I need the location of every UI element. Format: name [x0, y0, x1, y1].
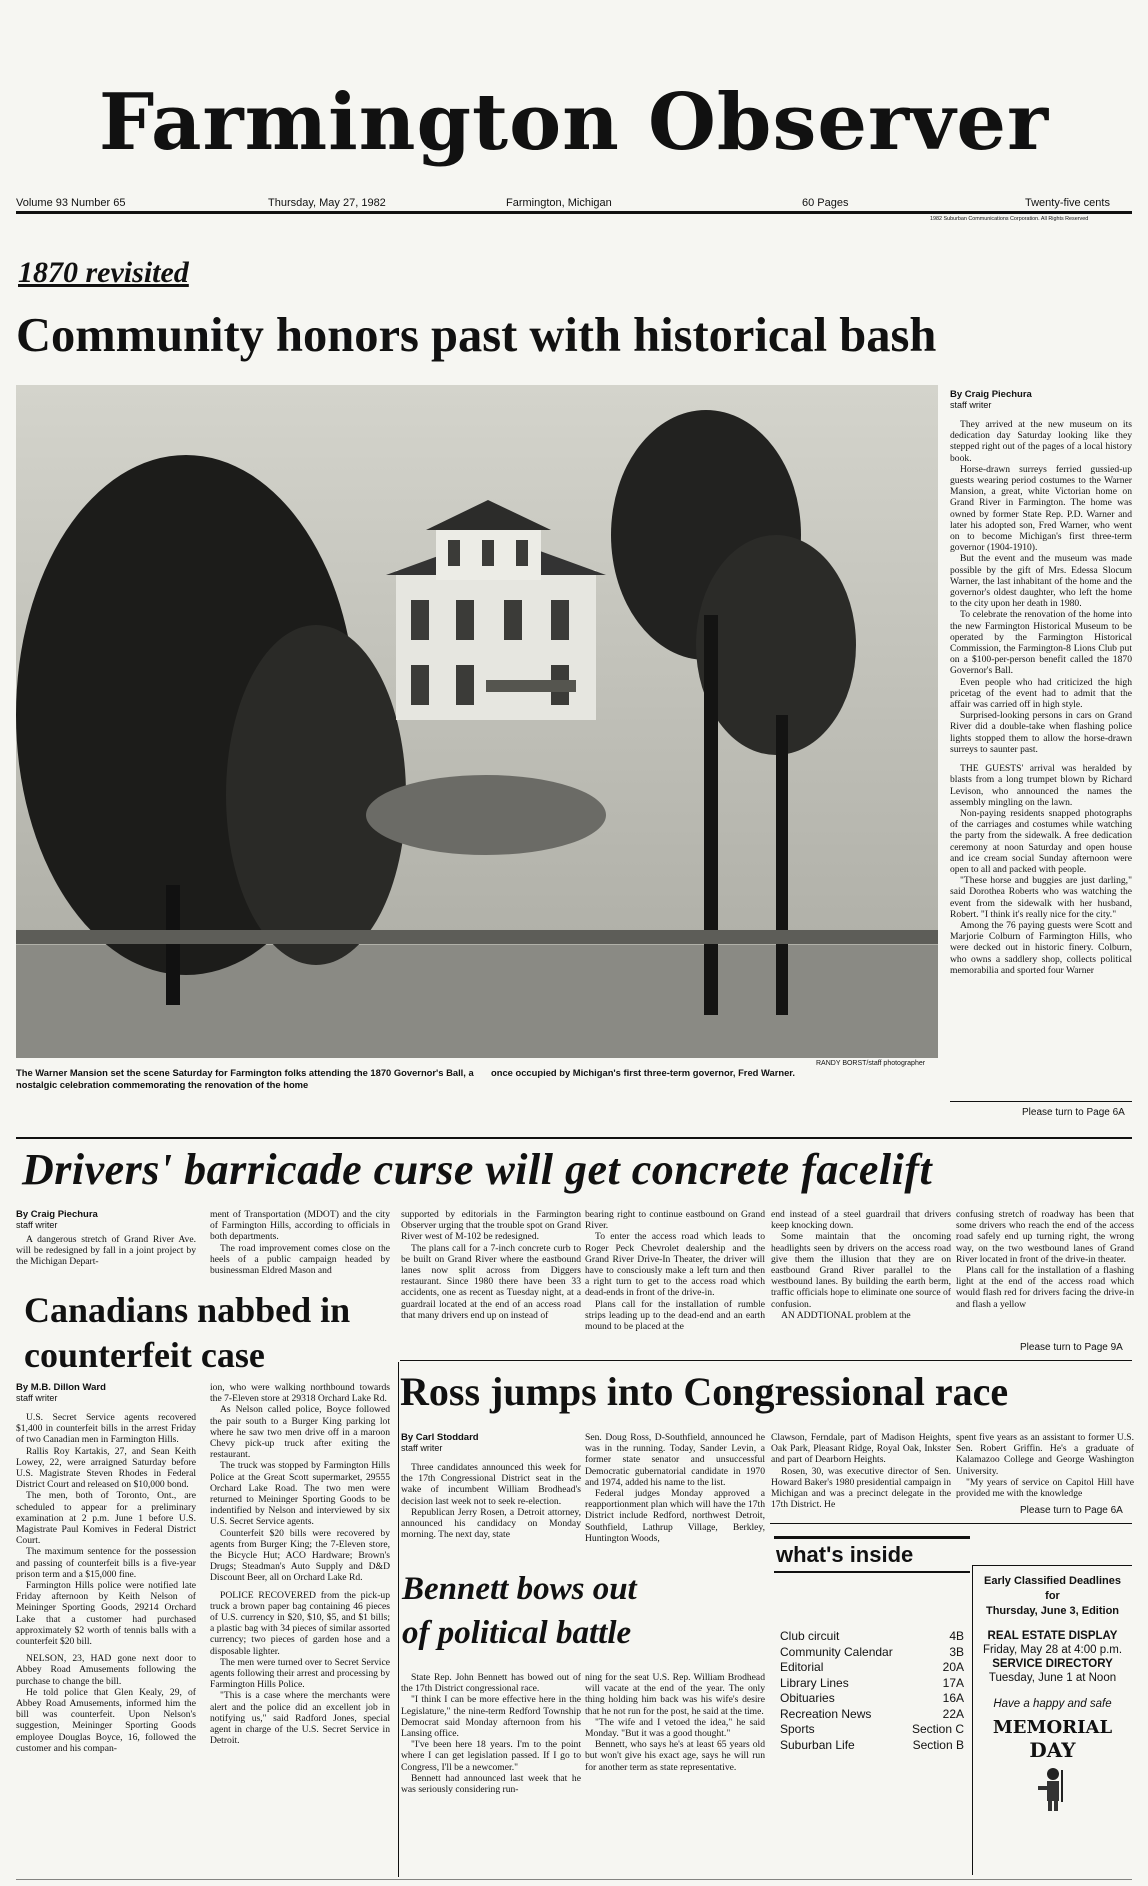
ross-paragraph: Sen. Doug Ross, D-Southfield, announced he was in the running. Today, Sander Levin, a former state senator and unsuccessful Democratic gubernatorial candidate in 1970 and 1974, added his name to the list. [585, 1432, 765, 1488]
copyright-notice: 1982 Suburban Communications Corporation. All Rights Reserved [930, 216, 1089, 222]
page-count: 60 Pages [802, 197, 849, 209]
ross-paragraph: Three candidates announced this week for the 17th Congressional District seat in the wake of incumbent William Brodhead's decision last week not to seek re-election. [401, 1462, 581, 1507]
drivers-column-6 [956, 1209, 1134, 1339]
drivers-paragraph: bearing right to continue eastbound on Grand River. [585, 1209, 765, 1232]
ross-paragraph: "My years of service on Capitol Hill have provided me with the knowledge [956, 1476, 1134, 1500]
whats-inside-box [774, 1536, 970, 1776]
drivers-paragraph: Some maintain that the oncoming headlights seen by drivers on the access road give them the illusion that they are on eastbound Grand River parallel to the westbound lanes. By building the earth berm, traffic officials hope to eliminate one source of confusion. [771, 1231, 951, 1310]
bennett-headline-1: Bennett bows out [402, 1571, 637, 1607]
kicker: 1870 revisited [18, 256, 189, 289]
toc-item[interactable] [780, 1645, 964, 1661]
drivers-byline: By Craig Piechura [16, 1209, 98, 1220]
lead-paragraph: Non-paying residents snapped photographs of the carriages and costumes while watching the party from the sidewalk. A free dedication ceremony at noon Saturday and open house and ice cream social Sunday afternoon were open to all and packed with people. [950, 807, 1132, 875]
soldier-illustration-icon [1018, 1764, 1088, 1812]
drivers-paragraph: Plans call for the installation of a flashing light at the end of the access road which would flash red for drivers facing the drive-in and flash a yellow [956, 1265, 1134, 1310]
toc-page: Section B [912, 1737, 964, 1752]
toc-label: Suburban Life [780, 1737, 855, 1752]
lead-paragraph: THE GUESTS' arrival was heralded by blasts from a long trumpet blown by Richard Levison, who announced the names the assembly mingling on the lawn. [950, 763, 1132, 808]
canadians-paragraph: ion, who were walking northbound towards the 7-Eleven store at 29318 Orchard Lake Rd. [210, 1382, 390, 1405]
canadians-paragraph: Farmington Hills police were notified late Friday afternoon by Keith Nelson of Meininger Sporting Goods, 29214 Orchard Lake that a customer had purchased approximately $2 worth of tennis balls with a counterfeit $20 bill. [16, 1580, 196, 1648]
canadians-paragraph: Rallis Roy Kartakis, 27, and Sean Keith Lowey, 22, were arraigned Saturday before U.S. Magistrate Steven Rhodes in Federal District Court and released on $10,000 bond. [16, 1445, 196, 1491]
whats-inside-list [774, 1629, 970, 1753]
drivers-paragraph: Plans call for the installation of rumble strips leading up to the dead-end and an earth mound to be placed at the [585, 1298, 765, 1333]
photo-caption-part1: The Warner Mansion set the scene Saturday for Farmington folks attending the 1870 Governor's Ball, a nostalgic celebration commemorating the renovation of the home [16, 1067, 474, 1090]
drivers-paragraph: supported by editorials in the Farmington Observer urging that the trouble spot on Grand River west of M-102 be redesigned. [401, 1209, 581, 1243]
lead-paragraph: Horse-drawn surreys ferried gussied-up guests wearing period costumes to the Warner Mansion, a great, white Victorian home on Grand River in Farmington. The home was owned by former State Rep. P.D. Warner and later his adopted son, Fred Warner, who went on to become Michigan's first three-term governor (1904-1910). [950, 463, 1132, 554]
ross-byline: By Carl Stoddard [401, 1432, 479, 1443]
whats-inside-title: what's inside [776, 1542, 914, 1567]
lead-end-rule [950, 1101, 1132, 1102]
canadians-paragraph: U.S. Secret Service agents recovered $1,400 in counterfeit bills in the arrest Friday of two Canadian men in Farmington Hills. [16, 1412, 196, 1446]
bennett-column-1 [401, 1672, 581, 1877]
masthead-rule [16, 211, 1132, 214]
ross-column-1 [401, 1432, 581, 1562]
toc-label: Library Lines [780, 1675, 849, 1690]
drivers-paragraph: To enter the access road which leads to Roger Peck Chevrolet dealership and the Grand River Drive-In Theater, the driver will have to consciously make a left turn and then a right turn to get to the access road which dead-ends in front of the drive-in. [585, 1231, 765, 1299]
bennett-column-2 [585, 1672, 765, 1877]
mansion-image [16, 385, 938, 1058]
drivers-headline: Drivers' barricade curse will get concrete facelift [22, 1145, 933, 1194]
lead-paragraph: They arrived at the new museum on its dedication day Saturday looking like they stepped right out of the pages of a local history book. [950, 419, 1132, 464]
toc-page: 20A [942, 1660, 964, 1674]
drivers-column-2 [210, 1209, 390, 1279]
lead-continuation: Please turn to Page 6A [1022, 1107, 1125, 1118]
toc-item[interactable] [780, 1676, 964, 1692]
canadians-column-1 [16, 1382, 196, 1877]
toc-item[interactable] [780, 1660, 964, 1676]
warner-mansion-photo [16, 385, 938, 1058]
lead-role: staff writer [950, 400, 992, 410]
drivers-column-1 [16, 1209, 196, 1268]
deadline-real-estate: REAL ESTATE DISPLAY [987, 1630, 1118, 1642]
toc-page: 4B [949, 1629, 964, 1643]
issue-date: Thursday, May 27, 1982 [268, 197, 386, 209]
drivers-paragraph: confusing stretch of roadway has been that some drivers who reach the end of the access road safely end up turning right, the wrong way, on the two westbound lanes of Grand River located in front of the drive-in theater. [956, 1209, 1134, 1265]
toc-item[interactable] [780, 1738, 964, 1754]
canadians-paragraph: The truck was stopped by Farmington Hills Police at the Great Scott supermarket, 29555 Orchard Lake Road. The two men were returned to Meininger Sporting Goods to be indentified by Nelson and interviewed by six U.S. Secret Service agents. [210, 1460, 390, 1528]
deadlines-box [972, 1565, 1132, 1875]
toc-item[interactable] [780, 1629, 964, 1645]
column-rule [398, 1362, 399, 1877]
toc-label: Community Calendar [780, 1644, 893, 1659]
drivers-end-rule [400, 1360, 1132, 1361]
drivers-paragraph: ment of Transportation (MDOT) and the city of Farmington Hills, according to officials in both departments. [210, 1209, 390, 1243]
lead-paragraph: "These horse and buggies are just darling," said Dorothea Roberts who was watching the event from the sidewalk with her husband, Robert. "I think it's really nice for the city." [950, 875, 1132, 920]
toc-label: Sports [780, 1722, 815, 1736]
canadians-role: staff writer [16, 1393, 58, 1403]
drivers-column-5 [771, 1209, 951, 1357]
lead-headline: Community honors past with historical bash [16, 309, 937, 362]
bennett-paragraph: Bennett had announced last week that he was seriously considering run- [401, 1772, 581, 1796]
canadians-paragraph: As Nelson called police, Boyce followed the pair south to a Burger King parking lot where he saw two men drive off in a maroon Chevy pick-up truck after exiting the restaurant. [210, 1404, 390, 1461]
canadians-paragraph: The men, both of Toronto, Ont., are scheduled to appear for a preliminary examination at 2 p.m. June 1 before U.S. Magistrate Paul Komives in Federal District Court. [16, 1490, 196, 1547]
canadians-paragraph: The men were turned over to Secret Service agents following their arrest and processing by Farmington Hills Police. [210, 1656, 390, 1691]
lead-paragraph: Surprised-looking persons in cars on Grand River did a double-take when flashing police lights stopped them to allow the horse-drawn surreys to saunter past. [950, 710, 1132, 755]
holiday-greeting: Have a happy and safe [993, 1698, 1112, 1710]
drivers-paragraph: end instead of a steel guardrail that drivers keep knocking down. [771, 1209, 951, 1232]
ross-headline: Ross jumps into Congressional race [400, 1369, 1009, 1414]
lead-byline: By Craig Piechura [950, 389, 1032, 400]
ross-column-3 [771, 1432, 951, 1532]
toc-label: Editorial [780, 1660, 824, 1674]
lead-paragraph: Among the 76 paying guests were Scott and Marjorie Colburn of Farmington Hills, who were decked out in historic finery. Colburn, who owns a saddlery shop, collects political memorabilia and sported four Warner [950, 919, 1132, 976]
ross-paragraph: spent five years as an assistant to former U.S. Sen. Robert Griffin. He's a graduate of Kalamazoo College and George Washington University. [956, 1432, 1134, 1477]
canadians-paragraph: The maximum sentence for the possession and passing of counterfeit bills is a five-year prison term and a $15,000 fine. [16, 1546, 196, 1580]
ross-column-4 [956, 1432, 1134, 1502]
day-word: DAY [1029, 1738, 1076, 1762]
canadians-byline: By M.B. Dillon Ward [16, 1382, 106, 1393]
bottom-rule [16, 1879, 1132, 1880]
photo-credit: RANDY BORST/staff photographer [816, 1060, 926, 1067]
drivers-paragraph: The plans call for a 7-inch concrete curb to be built on Grand River where the eastbound lanes now split across from Diggers restaurant. Since 1980 there have been 33 accidents, one as recent as Tuesday night, at a guardrail located at the end of an access road that many drivers end up on instead of [401, 1242, 581, 1321]
bennett-headline-2: of political battle [402, 1615, 632, 1651]
drivers-column-3 [401, 1209, 581, 1357]
memorial-day-logo [993, 1717, 1112, 1761]
volume-number: Volume 93 Number 65 [16, 197, 126, 209]
whats-inside-rule [774, 1571, 970, 1573]
drivers-paragraph: A dangerous stretch of Grand River Ave. will be redesigned by fall in a joint project by the Michigan Depart- [16, 1234, 196, 1268]
price: Twenty-five cents [1025, 197, 1110, 209]
ross-paragraph: Rosen, 30, was executive director of Sen. Howard Baker's 1980 presidential campaign in Michigan and was a precinct delegate in the 17th District. He [771, 1465, 951, 1511]
bennett-paragraph: ning for the seat U.S. Rep. William Brodhead will vacate at the end of the year. The only thing holding him back was his wife's desire that he not run for the post, he said at the time. [585, 1672, 765, 1717]
toc-page: Section C [911, 1722, 964, 1736]
bennett-paragraph: "The wife and I vetoed the idea," he said Monday. "But it was a good thought." [585, 1716, 765, 1740]
toc-label: Club circuit [780, 1629, 840, 1643]
deadline-service: SERVICE DIRECTORY [992, 1658, 1113, 1670]
canadians-column-2 [210, 1382, 390, 1877]
lead-story-column [950, 389, 1132, 1099]
ross-column-2 [585, 1432, 765, 1562]
drivers-continuation: Please turn to Page 9A [1020, 1342, 1123, 1353]
canadians-paragraph: He told police that Glen Kealy, 29, of Abbey Road Amusements, informed him the bill was counterfeit. Upon Nelson's suggestion, Meininger Sporting Goods employee Douglas Boyce, 16, followed the customer and his compan- [16, 1686, 196, 1754]
canadians-paragraph: NELSON, 23, HAD gone next door to Abbey Road Amusements following the purchase to change the bill. [16, 1653, 196, 1687]
canadians-headline: Canadians nabbed in counterfeit case [24, 1290, 351, 1375]
dateline-place: Farmington, Michigan [506, 197, 612, 209]
canadians-paragraph: POLICE RECOVERED from the pick-up truck a brown paper bag containing 46 pieces of U.S. currency in $20, $10, $5, and $1 bills; a plastic bag with 34 pieces of similar assorted currency; two pieces of garden hose and a disposable lighter. [210, 1589, 390, 1657]
ross-role: staff writer [401, 1443, 443, 1453]
deadline-edition: Thursday, June 3, Edition [985, 1605, 1120, 1617]
bennett-paragraph: State Rep. John Bennett has bowed out of the 17th District congressional race. [401, 1672, 581, 1695]
toc-page: 17A [942, 1675, 964, 1690]
toc-label: Recreation News [780, 1706, 872, 1721]
toc-page: 3B [949, 1644, 964, 1659]
toc-item[interactable] [780, 1707, 964, 1723]
drivers-paragraph: The road improvement comes close on the heels of a public campaign headed by businessman Eldred Mason and [210, 1242, 390, 1277]
masthead-title: Farmington Observer [98, 77, 1050, 168]
deadline-real-estate-time: Friday, May 28 at 4:00 p.m. [982, 1644, 1123, 1656]
bennett-paragraph: "I think I can be more effective here in the Legislature," the nine-term Redford Township Democrat said Monday afternoon from his Lansing office. [401, 1694, 581, 1740]
ross-continuation: Please turn to Page 6A [1020, 1505, 1123, 1516]
deadline-heading: Early Classified Deadlines [984, 1575, 1121, 1587]
toc-item[interactable] [780, 1691, 964, 1707]
ross-paragraph: Republican Jerry Rosen, a Detroit attorney, announced his candidacy on Monday morning. The next day, state [401, 1506, 581, 1541]
bennett-paragraph: Bennett, who says he's at least 65 years old but won't give his exact age, says he will run for another term as state representative. [585, 1739, 765, 1773]
toc-label: Obituaries [780, 1691, 835, 1705]
ross-paragraph: Federal judges Monday approved a reapportionment plan which will have the 17th District include Redford, northwest Detroit, Southfield, Lathrup Village, Berkley, Huntington Woods, [585, 1488, 765, 1544]
drivers-role: staff writer [16, 1220, 58, 1230]
bennett-paragraph: "I've been here 18 years. I'm to the point where I can get legislation passed. If I go to Congress, I'll be a newcomer." [401, 1739, 581, 1773]
lead-paragraph: Even people who had criticized the high pricetag of the event had to admit that the affair was carried off in high style. [950, 676, 1132, 711]
canadians-paragraph: Counterfeit $20 bills were recovered by agents from Burger King; the 7-Eleven store, the Bicycle Hut; ACO Hardware; Brown's Drugs; Steadman's Auto Supply and D&D Discount Beer, all on Orchard Lake Rd. [210, 1527, 390, 1584]
canadians-paragraph: "This is a case where the merchants were alert and the police did an excellent job in notifying us," said Radford Jones, special agent in charge of the U.S. Secret Service in Detroit. [210, 1690, 390, 1747]
lead-paragraph: But the event and the museum was made possible by the gift of Mrs. Edessa Slocum Warner, the last inhabitant of the home and the governor's oldest daughter, who left the home to the city upon her death in 1980. [950, 553, 1132, 610]
ross-end-rule [770, 1523, 1132, 1524]
memorial-word: MEMORIAL [992, 1717, 1113, 1738]
drivers-paragraph: AN ADDTIONAL problem at the [781, 1309, 911, 1321]
section-rule [16, 1137, 1132, 1139]
lead-paragraph: To celebrate the renovation of the home into the new Farmington Historical Museum to be operated by the Farmington Historical Commission, the Farmington-8 Lions Club put on a $100-per-person benefit called the 1870 Governor's Ball. [950, 609, 1132, 677]
toc-item[interactable] [780, 1722, 964, 1738]
drivers-column-4 [585, 1209, 765, 1357]
photo-caption-part2: once occupied by Michigan's first three-term governor, Fred Warner. [491, 1067, 796, 1078]
toc-page: 16A [942, 1691, 964, 1705]
ross-paragraph: Clawson, Ferndale, part of Madison Heights, Oak Park, Pleasant Ridge, Royal Oak, Inkster and part of Dearborn Heights. [771, 1432, 951, 1466]
toc-page: 22A [942, 1706, 964, 1721]
deadline-for: for [1045, 1590, 1060, 1602]
deadline-service-time: Tuesday, June 1 at Noon [988, 1672, 1117, 1684]
